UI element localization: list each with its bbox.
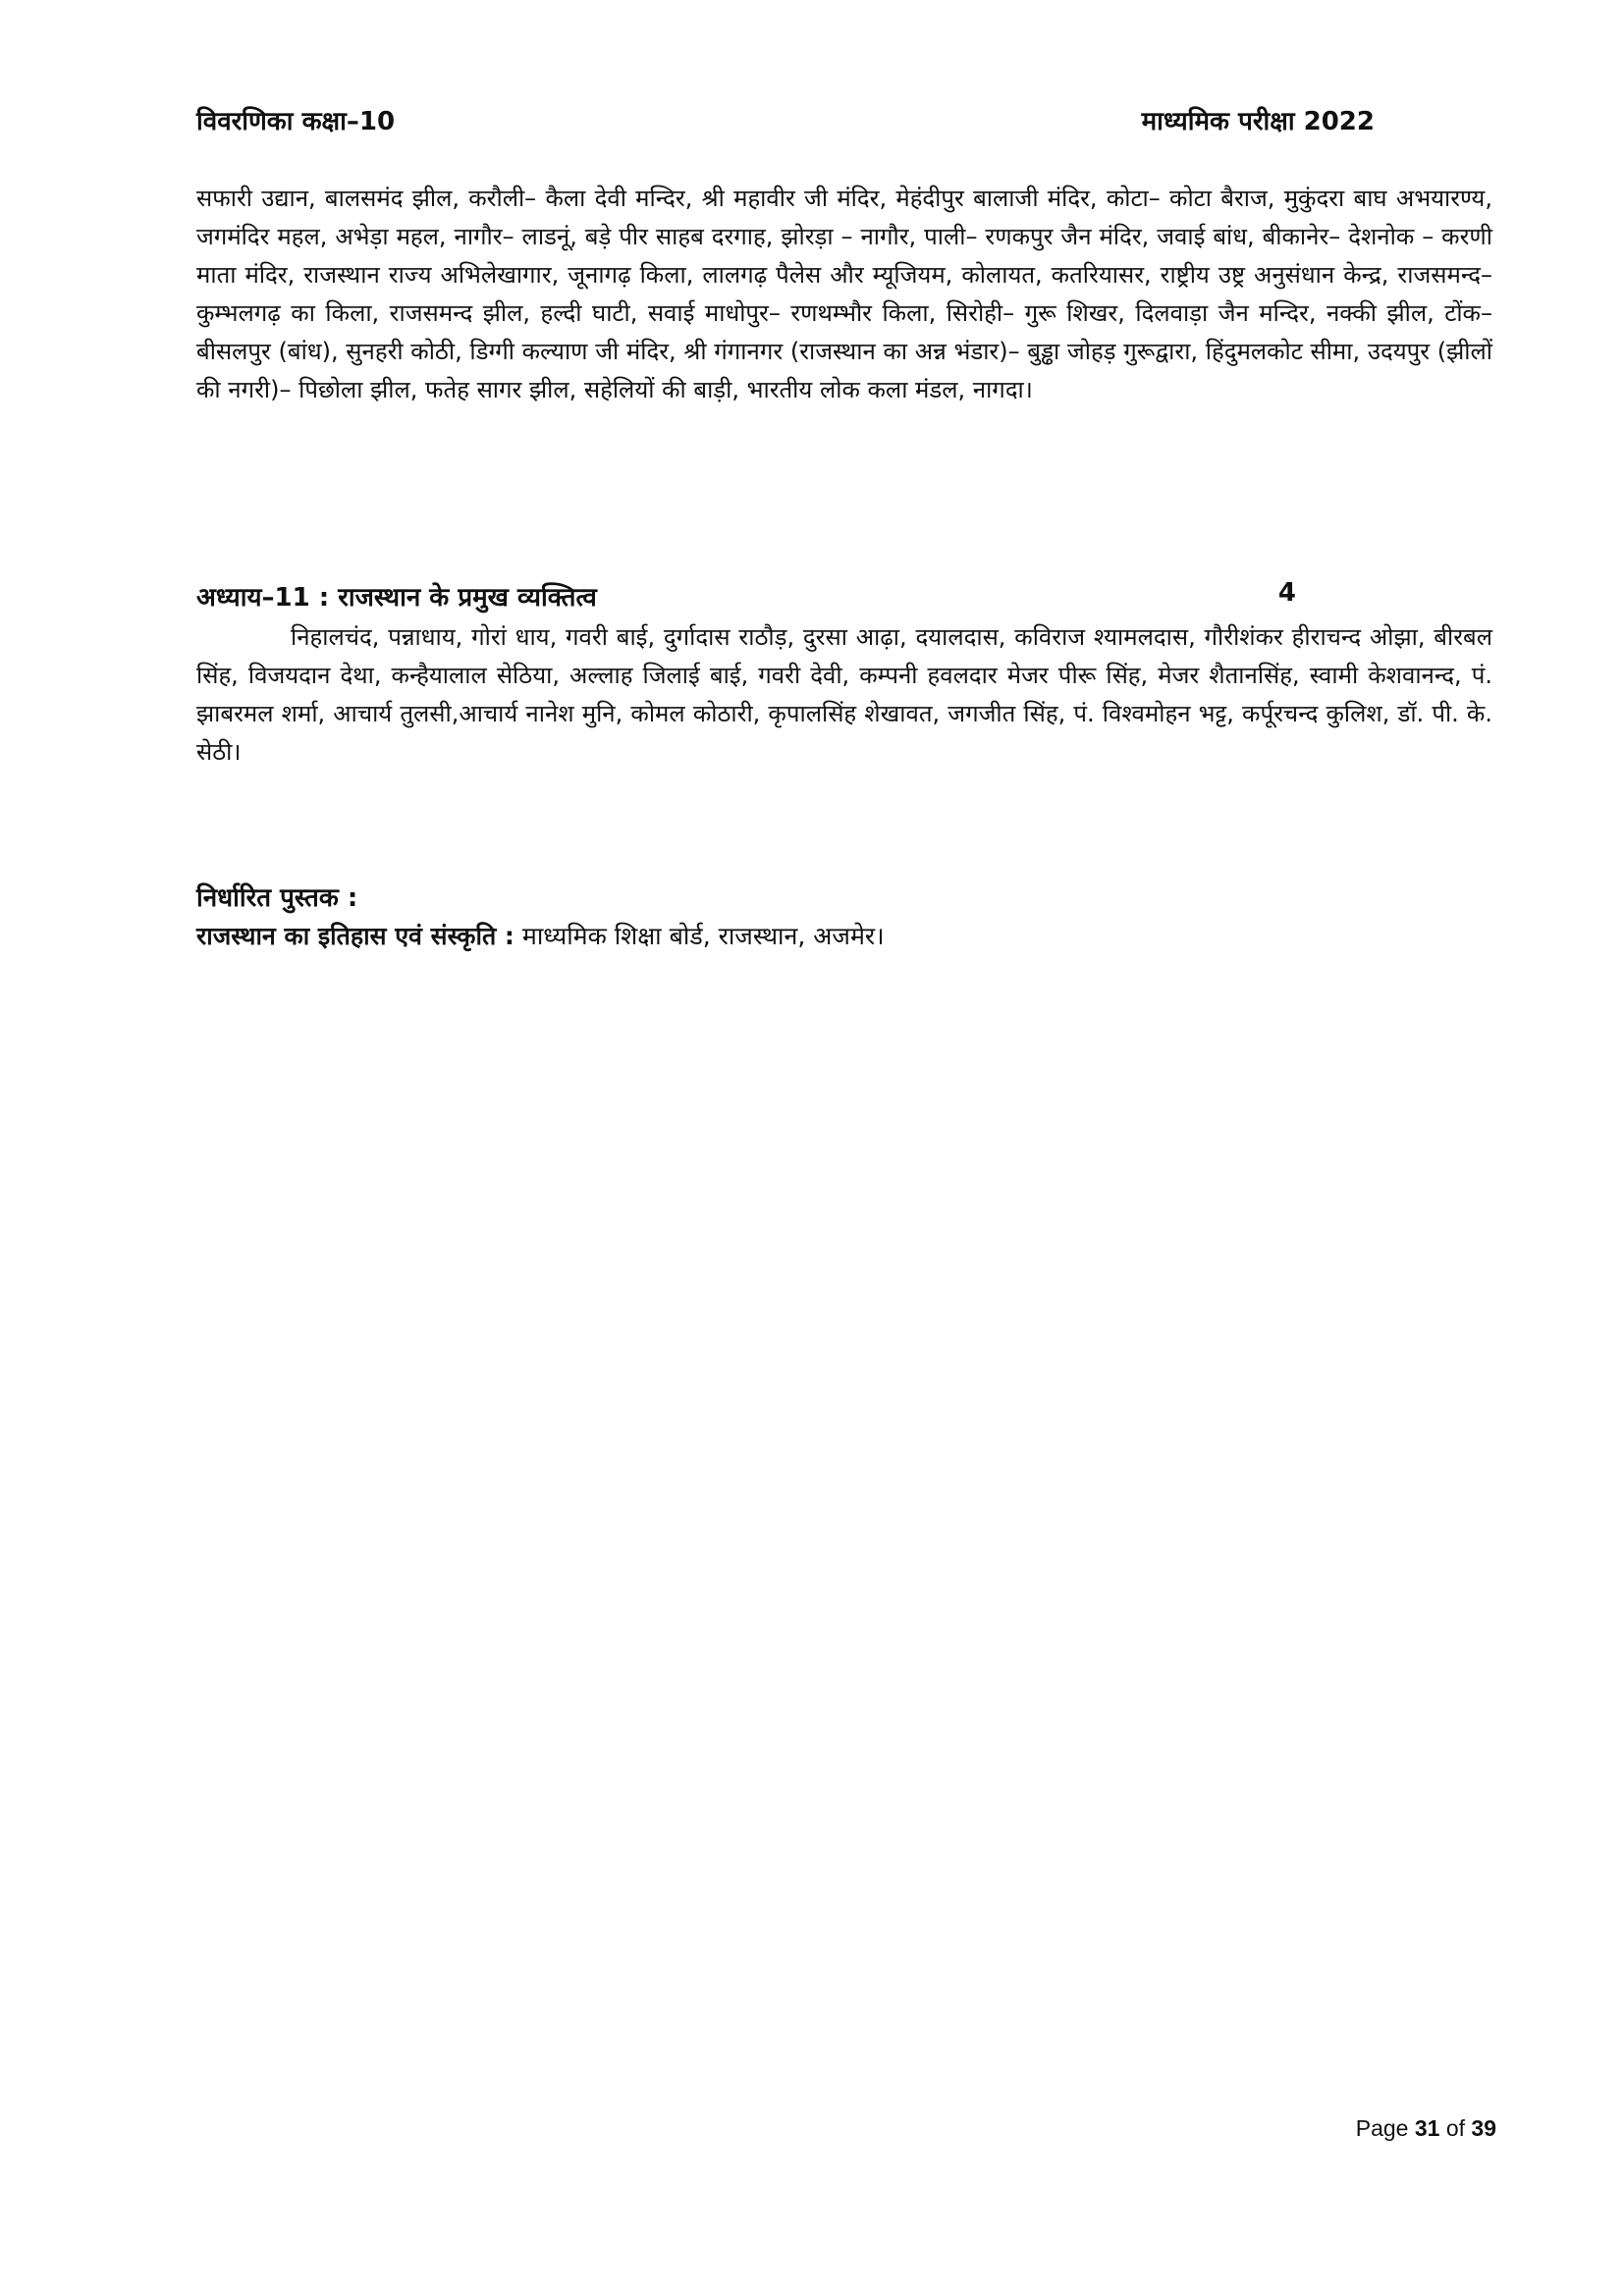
header-right-title: माध्यमिक परीक्षा 2022 (1141, 107, 1375, 136)
chapter-heading (196, 578, 1296, 614)
page-number (1356, 2115, 1496, 2142)
chapter-title: अध्याय–11 : राजस्थान के प्रमुख व्यक्तित्व (196, 583, 597, 613)
prescribed-books-title: निर्धारित पुस्तक : (196, 883, 358, 913)
book-publisher: माध्यमिक शिक्षा बोर्ड, राजस्थान, अजमेर। (514, 922, 885, 950)
chapter-body: निहालचंद, पन्नाधाय, गोरां धाय, गवरी बाई, दुर्गादास राठौड़, दुरसा आढ़ा, दयालदास, कविराज श्यामलदास, गौरीशंकर हीराचन्द ओझा, बीरबल सिंह, विजयदान देथा, कन्हैयालाल सेठिया, अल्लाह जिलाई बाई, गवरी देवी, कम्पनी हवलदार मेजर पीरू सिंह, मेजर शैतानसिंह, स्वामी केशवानन्द, पं. झाबरमल शर्मा, आचार्य तुलसी,आचार्य नानेश मुनि, कोमल कोठारी, कृपालसिंह शेखावत, जगजीत सिंह, पं. विश्वमोहन भट्ट, कर्पूरचन्द कुलिश, डॉ. पी. के. सेठी। (196, 623, 1492, 766)
chapter-marks: 4 (1277, 578, 1296, 608)
book-name: राजस्थान का इतिहास एवं संस्कृति : (196, 922, 514, 950)
places-paragraph: सफारी उद्यान, बालसमंद झील, करौली– कैला देवी मन्दिर, श्री महावीर जी मंदिर, मेहंदीपुर बालाजी मंदिर, कोटा– कोटा बैराज, मुकुंदरा बाघ अभयारण्य, जगमंदिर महल, अभेड़ा महल, नागौर– लाडनूं, बड़े पीर साहब दरगाह, झोरड़ा – नागौर, पाली– रणकपुर जैन मंदिर, जवाई बांध, बीकानेर– देशनोक – करणी माता मंदिर, राजस्थान राज्य अभिलेखागार, जूनागढ़ किला, लालगढ़ पैलेस और म्यूजियम, कोलायत, कतरियासर, राष्ट्रीय उष्ट्र अनुसंधान केन्द्र, राजसमन्द– कुम्भलगढ़ का किला, राजसमन्द झील, हल्दी घाटी, सवाई माधोपुर– रणथम्भौर किला, सिरोही– गुरू शिखर, दिलवाड़ा जैन मन्दिर, नक्की झील, टोंक– बीसलपुर (बांध), सुनहरी कोठी, डिग्गी कल्याण जी मंदिर, श्री गंगानगर (राजस्थान का अन्न भंडार)– बुड्ढा जोहड़ गुरूद्वारा, हिंदुमलकोट सीमा, उदयपुर (झीलों की नगरी)– पिछोला झील, फतेह सागर झील, सहेलियों की बाड़ी, भारतीय लोक कला मंडल, नागदा। (196, 185, 1492, 403)
header-left-title: विवरणिका कक्षा–10 (196, 107, 396, 136)
page-current: 31 (1414, 2115, 1440, 2141)
page-total: 39 (1471, 2115, 1496, 2141)
prescribed-book-line (196, 919, 885, 952)
of-word: of (1445, 2115, 1466, 2141)
page-word: Page (1355, 2115, 1409, 2141)
